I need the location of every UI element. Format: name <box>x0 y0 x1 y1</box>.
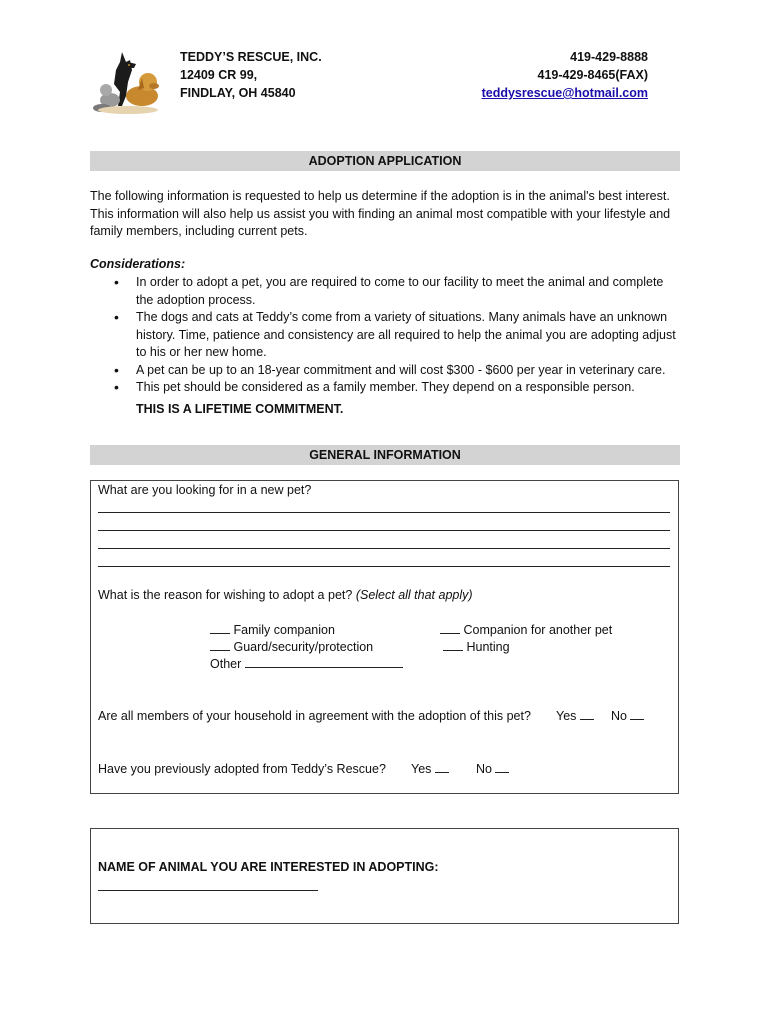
list-item: • The dogs and cats at Teddy’s come from a variety of situations. Many animals have an unknown history. Time, patience and consistency are all required to help the animal you are adopting adjust to his or her new home. <box>90 309 680 362</box>
household-no[interactable] <box>611 709 644 723</box>
teddys-rescue-logo <box>92 48 164 118</box>
no-blank[interactable] <box>495 772 509 773</box>
animal-interest-box <box>90 828 679 924</box>
contact-block <box>482 48 648 102</box>
option-label: Guard/security/protection <box>233 640 374 654</box>
yes-label: Yes <box>411 762 432 776</box>
list-item: • In order to adopt a pet, you are required to come to our facility to meet the animal and complete the adoption process. <box>90 274 680 309</box>
option-family-companion[interactable] <box>210 623 335 637</box>
previously-adopted-question: Have you previously adopted from Teddy’s Rescue? <box>98 762 386 776</box>
option-label: Companion for another pet <box>463 623 613 637</box>
checkbox-blank[interactable] <box>210 633 230 634</box>
option-other[interactable] <box>210 657 403 671</box>
checkbox-blank[interactable] <box>440 633 460 634</box>
option-guard[interactable] <box>210 640 373 654</box>
option-companion-other-pet[interactable] <box>440 623 612 637</box>
intro-paragraph: The following information is requested to help us determine if the adoption is in the animal's best interest. This information will also help us assist you with finding an animal most compatible with your lifestyle and family members, including current pets. <box>90 189 671 238</box>
fax-number: 419-429-8465(FAX) <box>537 68 648 82</box>
reason-question-hint: (Select all that apply) <box>355 588 473 602</box>
animal-name-question: NAME OF ANIMAL YOU ARE INTERESTED IN ADOPTING: <box>98 860 439 874</box>
option-label: Family companion <box>233 623 335 637</box>
org-name: TEDDY’S RESCUE, INC. <box>180 50 322 64</box>
address-line-1: 12409 CR 99, <box>180 68 258 82</box>
no-blank[interactable] <box>630 719 644 720</box>
household-yes[interactable] <box>556 709 594 723</box>
previously-adopted-no[interactable] <box>476 762 509 776</box>
looking-for-question: What are you looking for in a new pet? <box>98 483 312 497</box>
lifetime-commitment-note: THIS IS A LIFETIME COMMITMENT. <box>136 402 344 416</box>
checkbox-blank[interactable] <box>210 650 230 651</box>
animal-name-answer-line[interactable] <box>98 890 318 891</box>
yes-label: Yes <box>556 709 577 723</box>
list-item: • This pet should be considered as a family member. They depend on a responsible person. <box>90 379 680 397</box>
general-information-box <box>90 480 679 794</box>
household-agreement-question: Are all members of your household in agreement with the adoption of this pet? <box>98 709 531 723</box>
looking-for-answer-line-4[interactable] <box>98 566 670 567</box>
yes-blank[interactable] <box>435 772 449 773</box>
phone-number: 419-429-8888 <box>570 50 648 64</box>
no-label: No <box>476 762 492 776</box>
email-link[interactable]: teddysrescue@hotmail.com <box>481 86 648 100</box>
option-label: Hunting <box>466 640 510 654</box>
no-label: No <box>611 709 627 723</box>
checkbox-blank[interactable] <box>443 650 463 651</box>
list-item: • A pet can be up to an 18-year commitment and will cost $300 - $600 per year in veterinary care. <box>90 362 680 380</box>
reason-question-text: What is the reason for wishing to adopt a pet? <box>98 588 353 602</box>
considerations-list <box>90 274 680 397</box>
other-reason-blank[interactable] <box>245 667 403 668</box>
option-label: Other <box>210 657 242 671</box>
adoption-application-heading: ADOPTION APPLICATION <box>90 151 680 171</box>
reason-question <box>98 588 473 602</box>
address-line-2: FINDLAY, OH 45840 <box>180 86 296 100</box>
looking-for-answer-line-2[interactable] <box>98 530 670 531</box>
yes-blank[interactable] <box>580 719 594 720</box>
considerations-label: Considerations: <box>90 257 186 271</box>
organization-address-block <box>180 48 322 102</box>
looking-for-answer-line-3[interactable] <box>98 548 670 549</box>
looking-for-answer-line-1[interactable] <box>98 512 670 513</box>
previously-adopted-yes[interactable] <box>411 762 449 776</box>
option-hunting[interactable] <box>443 640 510 654</box>
general-information-heading: GENERAL INFORMATION <box>90 445 680 465</box>
